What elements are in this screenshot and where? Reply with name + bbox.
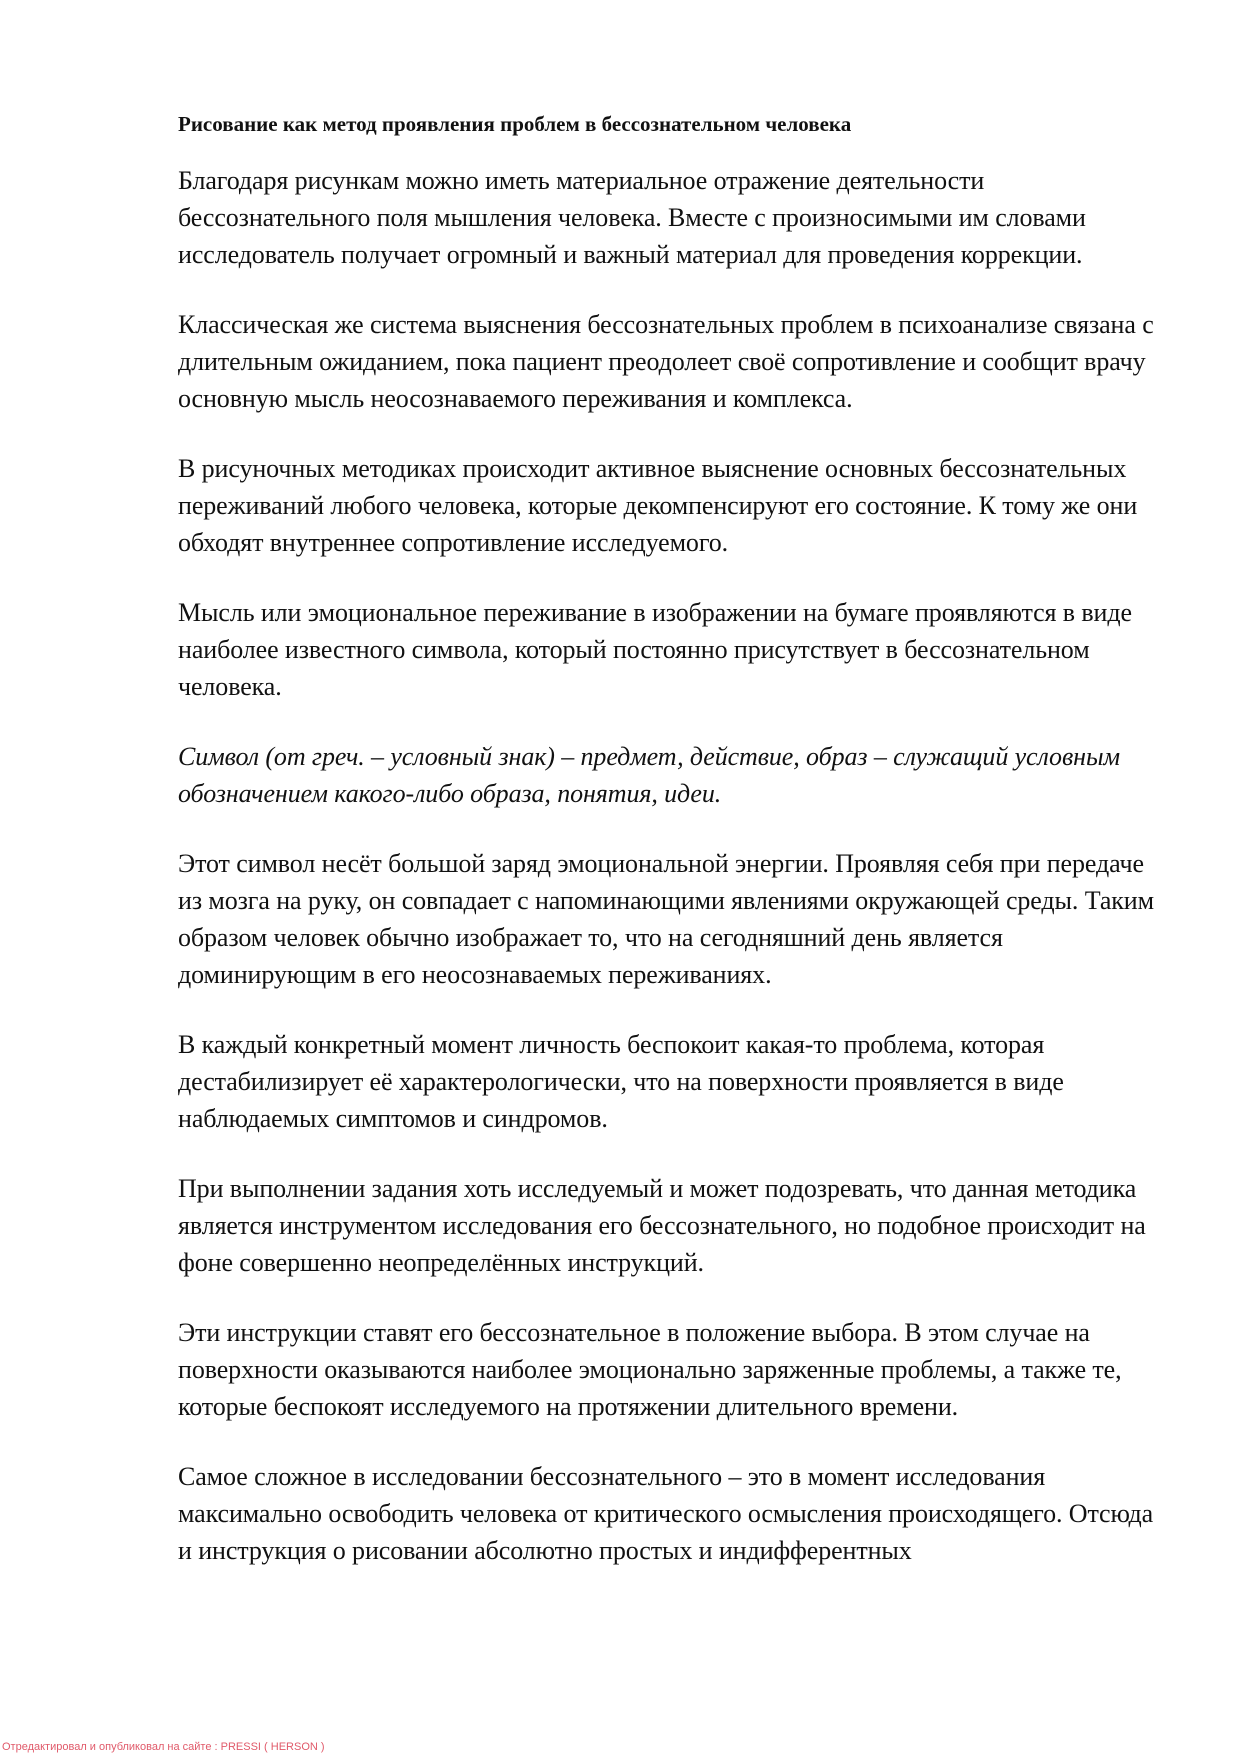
paragraph-10: Самое сложное в исследовании бессознательного – это в момент исследования максимально освободить человека от критического осмысления происходящего. Отсюда и инструкция о рисовании абсолютно простых и индифферентных — [178, 1462, 1154, 1565]
paragraph-6: Этот символ несёт большой заряд эмоциональной энергии. Проявляя себя при передаче из мозга на руку, он совпадает с напоминающими явлениями окружающей среды. Таким образом человек обычно изображает то, что на сегодняшний день является доминирующим в его неосознаваемых переживаниях. — [178, 849, 1154, 989]
paragraph-8: При выполнении задания хоть исследуемый и может подозревать, что данная методика является инструментом исследования его бессознательного, но подобное происходит на фоне совершенно неопределённых инструкций. — [178, 1174, 1146, 1277]
paragraph-9: Эти инструкции ставят его бессознательное в положение выбора. В этом случае на поверхности оказываются наиболее эмоционально заряженные проблемы, а также те, которые беспокоят исследуемого на протяжении длительного времени. — [178, 1318, 1122, 1421]
paragraph-2: Классическая же система выяснения бессознательных проблем в психоанализе связана с длительным ожиданием, пока пациент преодолеет своё сопротивление и сообщит врачу основную мысль неосознаваемого переживания и комплекса. — [178, 310, 1154, 413]
paragraph-4: Мысль или эмоциональное переживание в изображении на бумаге проявляются в виде наиболее известного символа, который постоянно присутствует в бессознательном человека. — [178, 598, 1132, 701]
definition-paragraph: Символ (от греч. – условный знак) – предмет, действие, образ – служащий условным обозначением какого-либо образа, понятия, идеи. — [178, 742, 1120, 808]
document-title: Рисование как метод проявления проблем в бессознательном человека — [178, 112, 852, 136]
paragraph-7: В каждый конкретный момент личность беспокоит какая-то проблема, которая дестабилизирует её характерологически, что на поверхности проявляется в виде наблюдаемых симптомов и синдромов. — [178, 1030, 1064, 1133]
document-body — [178, 110, 1168, 1602]
paragraph-1: Благодаря рисункам можно иметь материальное отражение деятельности бессознательного поля мышления человека. Вместе с произносимыми им словами исследователь получает огромный и важный материал для проведения коррекции. — [178, 166, 1086, 269]
paragraph-3: В рисуночных методиках происходит активное выяснение основных бессознательных переживаний любого человека, которые декомпенсируют его состояние. К тому же они обходят внутреннее сопротивление исследуемого. — [178, 454, 1138, 557]
footer-credit: Отредактировал и опубликовал на сайте : PRESSI ( HERSON ) — [2, 1741, 325, 1753]
